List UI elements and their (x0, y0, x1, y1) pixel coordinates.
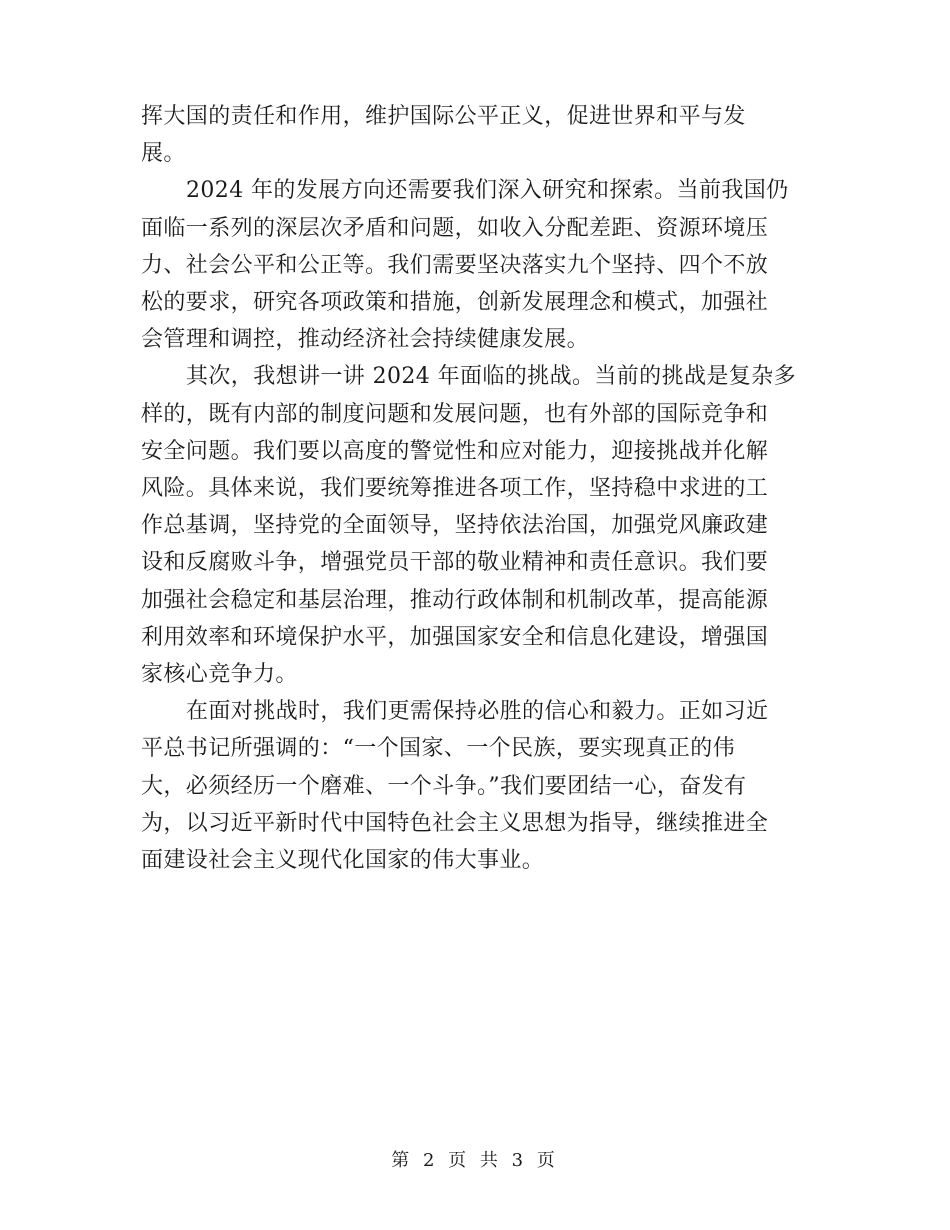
text-line: 平总书记所强调的：“一个国家、一个民族，要实现真正的伟 (141, 736, 736, 762)
text-line: 挥大国的责任和作用，维护国际公平正义，促进世界和平与发 (141, 104, 746, 129)
text-line: 在面对挑战时，我们更需保持必胜的信心和毅力。正如习近 (186, 699, 769, 725)
paragraph-development-direction (141, 172, 811, 358)
page-number-footer: 第 2 页 共 3 页 (391, 1150, 559, 1171)
text-line: 风险。具体来说，我们要统筹推进各项工作，坚持稳中求进的工 (141, 476, 769, 502)
paragraph-challenges (141, 358, 811, 693)
text-line: 家核心竞争力。 (141, 662, 298, 688)
paragraph-confidence (141, 693, 811, 879)
text-line: 展。 (141, 141, 186, 167)
text-line: 面临一系列的深层次矛盾和问题，如收入分配差距、资源环境压 (141, 215, 769, 241)
text-line: 面建设社会主义现代化国家的伟大事业。 (141, 848, 545, 874)
text-line: 力、社会公平和公正等。我们需要坚决落实九个坚持、四个不放 (141, 252, 769, 278)
text-line: 利用效率和环境保护水平，加强国家安全和信息化建设，增强国 (141, 624, 769, 650)
text-line: 松的要求，研究各项政策和措施，创新发展理念和模式，加强社 (141, 290, 769, 316)
paragraph-continued (141, 98, 811, 172)
text-line: 大，必须经历一个磨难、一个斗争。”我们要团结一心，奋发有 (141, 773, 747, 799)
text-line: 加强社会稳定和基层治理，推动行政体制和机制改革，提高能源 (141, 587, 769, 613)
document-body (141, 98, 811, 879)
text-line: 其次，我想讲一讲 2024 年面临的挑战。当前的挑战是复杂多 (186, 364, 796, 390)
text-line: 样的，既有内部的制度问题和发展问题，也有外部的国际竞争和 (141, 401, 769, 427)
text-line: 会管理和调控，推动经济社会持续健康发展。 (141, 327, 590, 353)
text-line: 为，以习近平新时代中国特色社会主义思想为指导，继续推进全 (141, 810, 769, 836)
text-line: 安全问题。我们要以高度的警觉性和应对能力，迎接挑战并化解 (141, 438, 769, 464)
text-line: 设和反腐败斗争，增强党员干部的敬业精神和责任意识。我们要 (141, 550, 769, 576)
text-line: 2024 年的发展方向还需要我们深入研究和探索。当前我国仍 (186, 178, 789, 204)
text-line: 作总基调，坚持党的全面领导，坚持依法治国，加强党风廉政建 (141, 513, 769, 539)
